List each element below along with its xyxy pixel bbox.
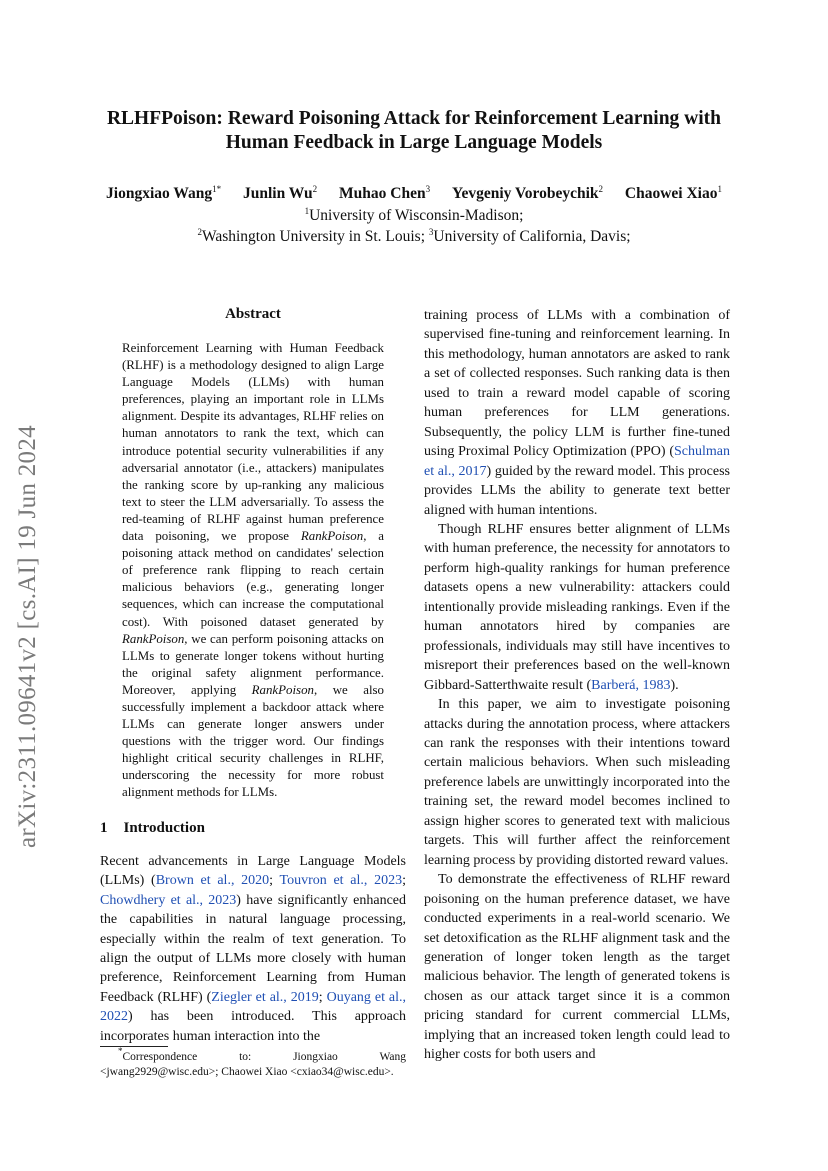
intro-left-paragraph: Recent advancements in Large Language Models (LLMs) (Brown et al., 2020; Touvron et al., 2023; Chowdhery et al., 2023) have significantly enhanced the capabilities in natural language processing, especially within the realm of text generation. To align the output of LLMs more closely with human preference, Reinforcement Learning from Human Feedback (RLHF) (Ziegler et al., 2019; Ouyang et al., 2022) has been introduced. This approach incorporates human interaction into the <box>100 854 407 1044</box>
author: Yevgeniy Vorobeychik$^2$ <box>451 184 604 202</box>
affiliation-line-2: $^2$Washington University in St. Louis; $^3$University of California, Davis; <box>197 227 631 245</box>
citation-link[interactable]: Barberá, 1983 <box>591 677 671 693</box>
body-paragraph: training process of LLMs with a combination of supervised fine-tuning and reinforcement learning. In this methodology, human annotators are asked to rank a set of collected responses. Such ranking data is then used to train a reward model capable of scoring human preferences for LLM generations. Subsequently, the policy LLM is further fine-tuned using Proximal Policy Optimization (PPO) (Schulman et al., 2017) guided by the reward model. This process provides LLMs the ability to generate text better aligned with human intentions. <box>424 308 730 518</box>
author: Muhao Chen$^3$ <box>339 184 431 202</box>
footnote-divider <box>100 1046 168 1047</box>
abstract-body: Reinforcement Learning with Human Feedback (RLHF) is a methodology designed to align Large Language Models (LLMs) with human preferences, playing an important role in LLMs alignment. Despite its advantages, RLHF relies on human annotators to rank the text, which can introduce potential security vulnerabilities if any adversarial annotator (i.e., attackers) manipulates the ranking score by up-ranking any malicious text to steer the LLM adversarially. To assess the red-teaming of RLHF against human preference data poisoning, we propose RankPoison, a poisoning attack method on candidates' selection of preference rank flipping to reach certain malicious behaviors (e.g., generating longer sequences, which can increase the computational cost). With poisoned dataset generated by RankPoison, we can perform poisoning attacks on LLMs to generate longer tokens without hurting the original safety alignment performance. Moreover, applying RankPoison, we also successfully implement a backdoor attack where LLMs can generate longer answers under questions with the trigger word. Our findings highlight critical security challenges in RLHF, underscoring the necessity for more robust alignment methods for LLMs. <box>122 341 385 800</box>
citation-link[interactable]: Chowdhery et al., 2023 <box>100 892 237 908</box>
author: Jiongxiao Wang$^{1*}$ <box>106 184 222 202</box>
body-paragraph: To demonstrate the effectiveness of RLHF reward poisoning on the human preference dataset, we have conducted experiments in a real-world scenario. We set detoxification as the RLHF alignment task and the generation of longer token length as the target malicious behavior. The length of generated tokens is chosen as our attack target since it is a common pricing standard for current commercial LLMs, implying that an increased token length could lead to higher costs for both users and <box>424 872 730 1063</box>
citation-link[interactable]: Touvron et al., 2023 <box>279 873 403 889</box>
author-list <box>40 184 788 204</box>
abstract-heading: Abstract <box>225 306 281 322</box>
right-column <box>424 306 730 1065</box>
affiliation-line-1: $^1$University of Wisconsin-Madison; <box>304 206 524 224</box>
section-heading-introduction: 1 Introduction <box>100 820 205 836</box>
body-paragraph: In this paper, we aim to investigate poisoning attacks during the annotation process, where attackers can rank the responses with their intentions toward certain malicious behaviors. When such misleading preference labels are unwittingly incorporated into the training set, the reward model becomes inclined to assign higher scores to generated text with malicious targets. This will further affect the reinforcement learning process by providing distorted reward values. <box>424 697 730 868</box>
citation-link[interactable]: Ziegler et al., 2019 <box>211 989 319 1005</box>
citation-link[interactable]: Ouyang et al., 2022 <box>100 989 407 1025</box>
arxiv-stamp: arXiv:2311.09641v2 [cs.AI] 19 Jun 2024 <box>14 425 41 848</box>
title-line-1: RLHFPoison: Reward Poisoning Attack for Reinforcement Learning with <box>106 108 722 129</box>
paper-title <box>40 107 788 155</box>
citation-link[interactable]: Schulman et al., 2017 <box>424 444 730 479</box>
title-line-2: Human Feedback in Large Language Models <box>225 132 603 153</box>
author: Junlin Wu$^2$ <box>242 184 318 202</box>
footnote: *Correspondence to: Jiongxiao Wang <jwang2929@wisc.edu>; Chaowei Xiao <cxiao34@wisc.edu>. <box>100 1046 406 1078</box>
affiliations <box>40 205 788 247</box>
body-paragraph: Though RLHF ensures better alignment of LLMs with human preference, the necessity for annotators to perform high-quality rankings for human preference datasets opens a new vulnerability: attackers could intentionally provide misleading rankings. Even if the human annotators hired by companies are professionals, individuals may still have incentives to misreport their preferences based on the well-known Gibbard-Satterthwaite result (Barberá, 1983). <box>424 521 730 693</box>
author: Chaowei Xiao$^1$ <box>624 184 722 202</box>
citation-link[interactable]: Brown et al., 2020 <box>155 873 270 889</box>
